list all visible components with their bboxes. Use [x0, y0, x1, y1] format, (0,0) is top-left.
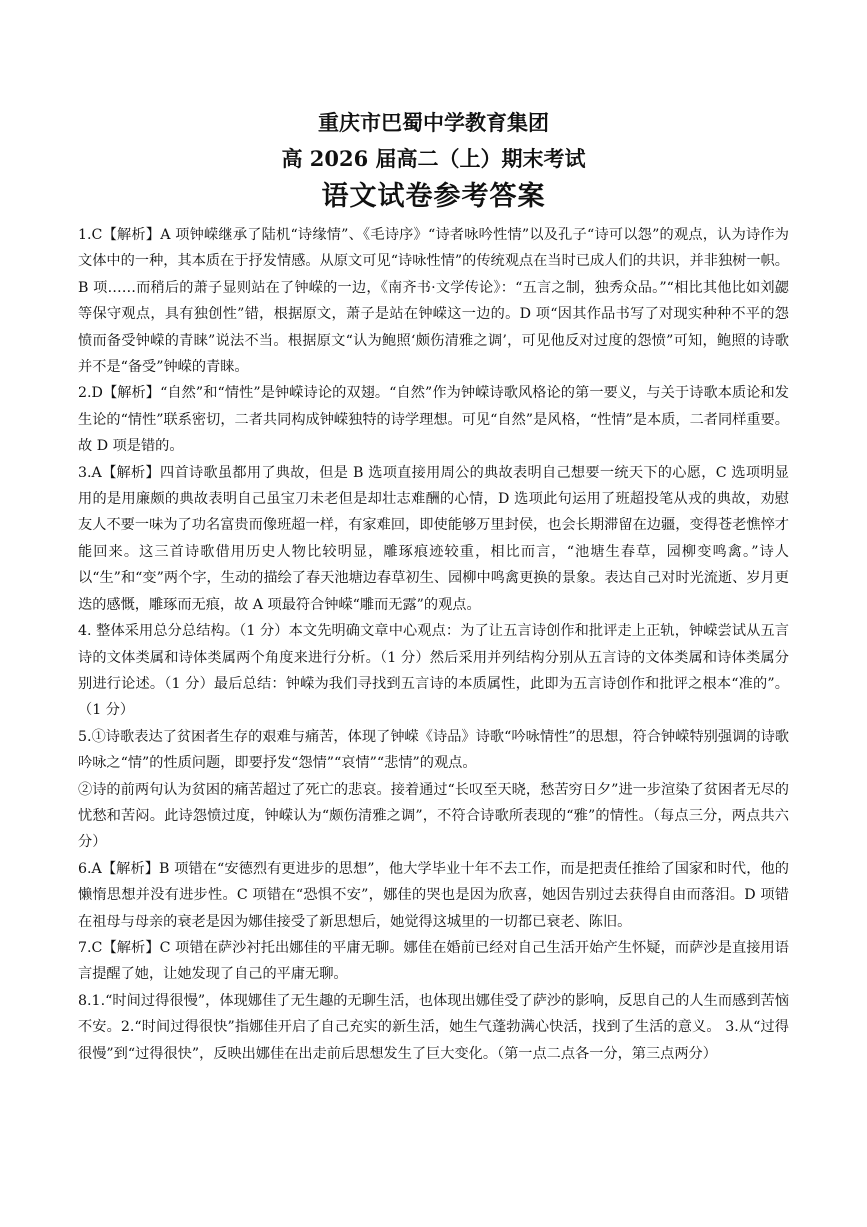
answer-8: 8.1.“时间过得很慢”，体现娜佳了无生趣的无聊生活，也体现出娜佳受了萨沙的影响，反思自己的人生而感到苦恼不安。2.“时间过得很快”指娜佳开启了自己充实的新生活，她生气蓬勃满心快活，找到了生活的意义。 3.从“过得很慢”到“过得很快”，反映出娜佳在出走前后思想发生了巨大变化。（第一点二点各一分，第三点两分） — [78, 992, 789, 1062]
answer-5-point-1: 5.①诗歌表达了贫困者生存的艰难与痛苦，体现了钟嵘《诗品》诗歌“吟咏情性”的思想，符合钟嵘特别强调的诗歌吟咏之“情”的性质问题，即要抒发“怨情”“哀情”“悲情”的观点。 — [78, 728, 789, 772]
answer-1: 1.C【解析】A 项钟嵘继承了陆机“诗缘情”、《毛诗序》“诗者咏吟性情”以及孔子“诗可以怨”的观点，认为诗作为文体中的一种，其本质在于抒发情感。从原文可见“诗咏性情”的传统观点在当时已成人们的共识，并非独树一帜。B 项……而稍后的萧子显则站在了钟嵘的一边，《南齐书·文学传论》：“五言之制，独秀众品。”“相比其他比如刘勰等保守观点，具有独创性”错，根据原文，萧子是站在钟嵘这一边的。D 项“因其作品书写了对现实种种不平的怨愤而备受钟嵘的青睐”说法不当。根据原文“认为鲍照‘颇伤清雅之调’，可见他反对过度的怨愤”可知，鲍照的诗歌并不是“备受”钟嵘的青睐。 — [78, 227, 789, 376]
exam-title: 高 2026 届高二（上）期末考试 — [281, 146, 586, 171]
answer-5-point-2: ②诗的前两句认为贫困的痛苦超过了死亡的悲哀。接着通过“长叹至天晓，愁苦穷日夕”进一步渲染了贫困者无尽的忧愁和苦闷。此诗怨愤过度，钟嵘认为“颇伤清雅之调”，不符合诗歌所表现的“雅”的情性。（每点三分，两点共六分） — [78, 781, 789, 851]
answer-list — [78, 222, 789, 1067]
answer-7: 7.C【解析】C 项错在萨沙衬托出娜佳的平庸无聊。娜佳在婚前已经对自己生活开始产生怀疑，而萨沙是直接用语言提醒了她，让她发现了自己的平庸无聊。 — [78, 939, 789, 983]
document-header — [78, 108, 789, 216]
subject-title: 语文试卷参考答案 — [321, 181, 546, 212]
answer-2: 2.D【解析】“自然”和“情性”是钟嵘诗论的双翅。“自然”作为钟嵘诗歌风格论的第一要义，与关于诗歌本质论和发生论的“情性”联系密切，二者共同构成钟嵘独特的诗学理想。可见“自然”是风格，“性情”是本质，二者同样重要。故 D 项是错的。 — [78, 385, 789, 455]
school-name: 重庆市巴蜀中学教育集团 — [318, 110, 549, 135]
answer-6: 6.A【解析】B 项错在“安德烈有更进步的思想”，他大学毕业十年不去工作，而是把责任推给了国家和时代，他的懒惰思想并没有进步性。C 项错在“恐惧不安”，娜佳的哭也是因为欣喜，她因告别过去获得自由而落泪。D 项错在祖母与母亲的衰老是因为娜佳接受了新思想后，她觉得这城里的一切都已衰老、陈旧。 — [78, 860, 789, 930]
answer-3: 3.A【解析】四首诗歌虽都用了典故，但是 B 选项直接用周公的典故表明自己想要一统天下的心愿，C 选项明显用的是用廉颇的典故表明自己虽宝刀未老但是却壮志难酬的心情，D 选项此句运用了班超投笔从戎的典故，劝慰友人不要一味为了功名富贵而像班超一样，有家难回，即使能够万里封侯，也会长期滞留在边疆，变得苍老憔悴才能回来。这三首诗歌借用历史人物比较明显，雕琢痕迹较重，相比而言，“池塘生春草，园柳变鸣禽。”诗人以“生”和“变”两个字，生动的描绘了春天池塘边春草初生、园柳中鸣禽更换的景象。表达自己对时光流逝、岁月更迭的感慨，雕琢而无痕，故 A 项最符合钟嵘“雕而无露”的观点。 — [78, 464, 789, 613]
answer-4: 4. 整体采用总分总结构。（1 分）本文先明确文章中心观点：为了让五言诗创作和批评走上正轨，钟嵘尝试从五言诗的文体类属和诗体类属两个角度来进行分析。（1 分）然后采用并列结构分别从五言诗的文体类属和诗体类属分别进行论述。（1 分）最后总结：钟嵘为我们寻找到五言诗的本质属性，此即为五言诗创作和批评之根本“准的”。（1 分） — [78, 623, 789, 719]
